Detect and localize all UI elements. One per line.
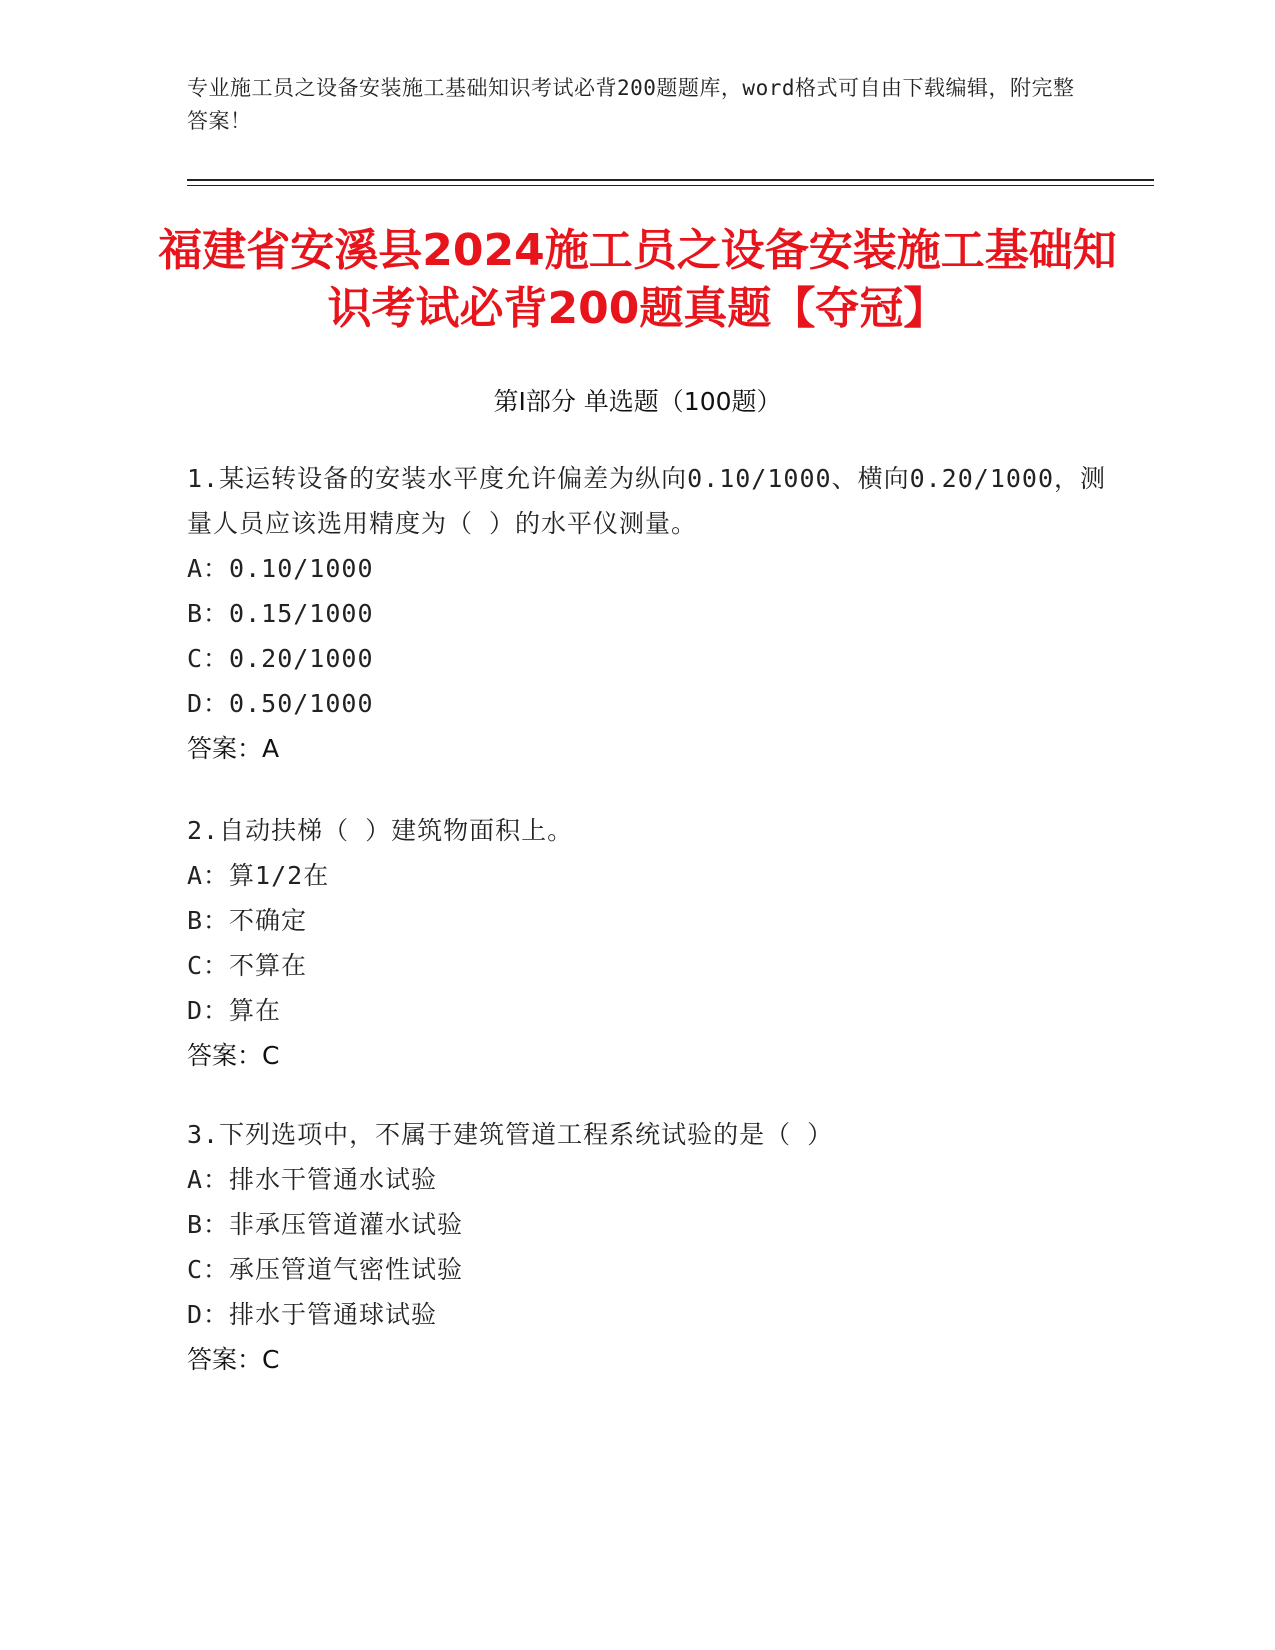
question-stem: 3.下列选项中，不属于建筑管道工程系统试验的是（ ） [187,1120,834,1149]
header-divider-thin [187,185,1154,186]
option-a: A：排水干管通水试验 [187,1165,438,1194]
answer: 答案：A [187,734,280,763]
option-a: A：算1/2在 [187,861,330,890]
option-d: D：排水于管通球试验 [187,1300,438,1329]
option-b: B：不确定 [187,906,308,935]
question-2 [187,808,1117,1078]
option-d: D：算在 [187,996,282,1025]
option-b: B：非承压管道灌水试验 [187,1210,464,1239]
option-d: D：0.50/1000 [187,689,374,718]
question-stem: 2.自动扶梯（ ）建筑物面积上。 [187,816,574,845]
answer: 答案：C [187,1345,280,1374]
option-a: A：0.10/1000 [187,554,374,583]
option-c: C：不算在 [187,951,308,980]
question-stem: 1.某运转设备的安装水平度允许偏差为纵向0.10/1000、横向0.20/1000，测量人员应该选用精度为（ ）的水平仪测量。 [187,464,1107,538]
section-title: 第Ⅰ部分 单选题（100题） [493,387,782,416]
question-3 [187,1112,1117,1382]
option-c: C：承压管道气密性试验 [187,1255,464,1284]
document-title: 福建省安溪县2024施工员之设备安装施工基础知识考试必背200题真题【夺冠】 [158,225,1117,334]
header-divider-thick [187,179,1154,181]
header-note: 专业施工员之设备安装施工基础知识考试必背200题题库，word格式可自由下载编辑，附完整答案！ [187,76,1075,133]
option-c: C：0.20/1000 [187,644,374,673]
answer: 答案：C [187,1041,280,1070]
option-b: B：0.15/1000 [187,599,374,628]
question-1 [187,456,1117,771]
